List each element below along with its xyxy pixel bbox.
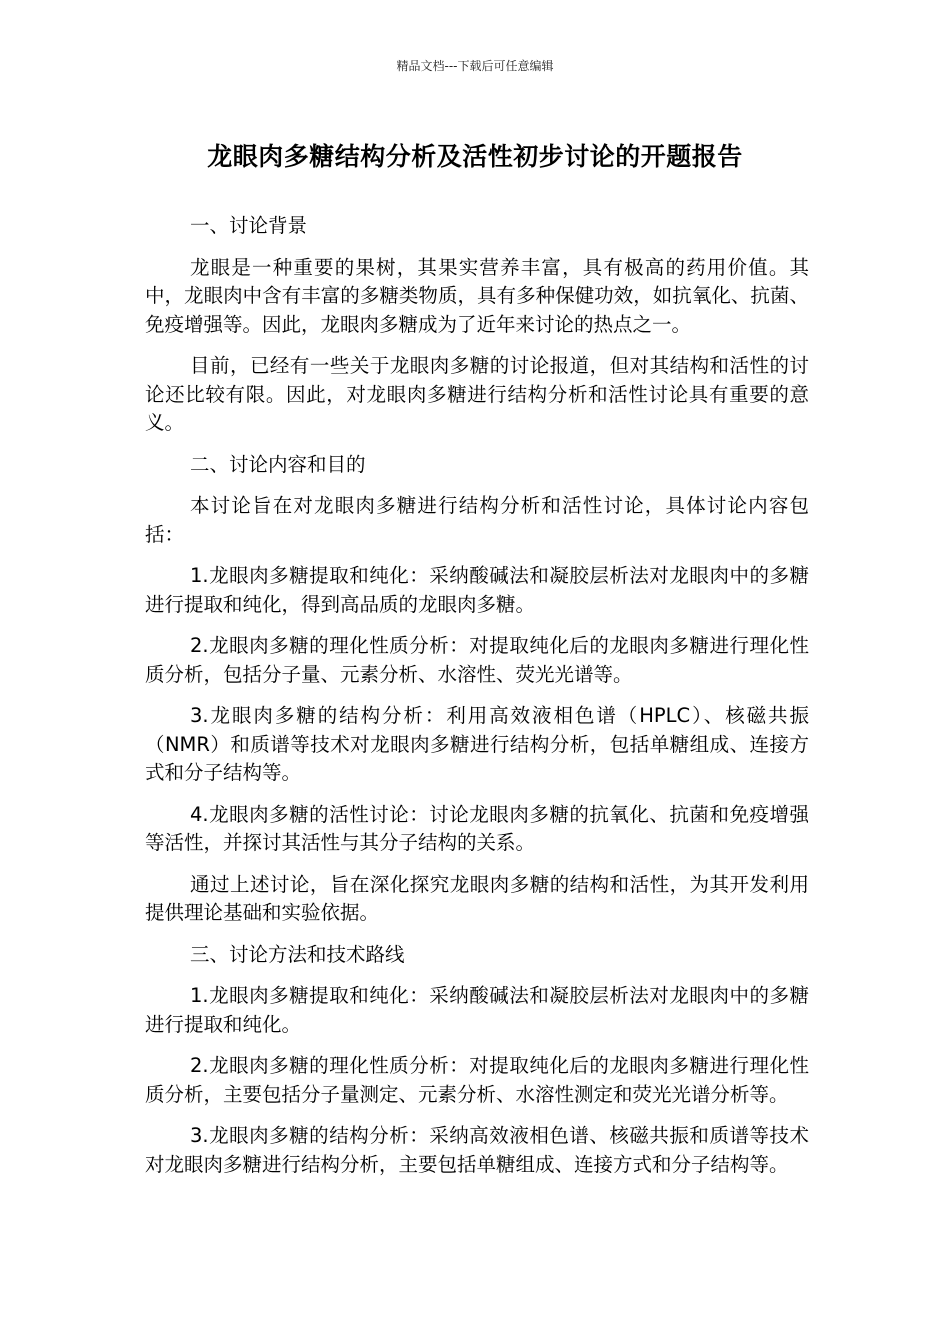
paragraph-background-2: 目前，已经有一些关于龙眼肉多糖的讨论报道，但对其结构和活性的讨论还比较有限。因此，对龙眼肉多糖进行结构分析和活性讨论具有重要的意义。 [145,354,809,434]
document-title: 龙眼肉多糖结构分析及活性初步讨论的开题报告 [207,142,743,171]
list-item-content-3: 3.龙眼肉多糖的结构分析：利用高效液相色谱（HPLC）、核磁共振（NMR）和质谱等技术对龙眼肉多糖进行结构分析，包括单糖组成、连接方式和分子结构等。 [145,704,809,784]
paragraph-content-summary: 通过上述讨论，旨在深化探究龙眼肉多糖的结构和活性，为其开发利用提供理论基础和实验依据。 [145,872,809,924]
list-item-methods-1: 1.龙眼肉多糖提取和纯化：采纳酸碱法和凝胶层析法对龙眼肉中的多糖进行提取和纯化。 [145,984,809,1036]
section-heading-background: 一、讨论背景 [190,214,308,237]
document-body [145,212,809,1192]
list-item-content-2: 2.龙眼肉多糖的理化性质分析：对提取纯化后的龙眼肉多糖进行理化性质分析，包括分子量、元素分析、水溶性、荧光光谱等。 [145,634,809,686]
list-item-content-1: 1.龙眼肉多糖提取和纯化：采纳酸碱法和凝胶层析法对龙眼肉中的多糖进行提取和纯化，得到高品质的龙眼肉多糖。 [145,564,809,616]
list-item-methods-2: 2.龙眼肉多糖的理化性质分析：对提取纯化后的龙眼肉多糖进行理化性质分析，主要包括分子量测定、元素分析、水溶性测定和荧光光谱分析等。 [145,1054,809,1106]
list-item-methods-3: 3.龙眼肉多糖的结构分析：采纳高效液相色谱、核磁共振和质谱等技术对龙眼肉多糖进行结构分析，主要包括单糖组成、连接方式和分子结构等。 [145,1124,809,1176]
section-heading-methods: 三、讨论方法和技术路线 [190,942,405,966]
header-note: 精品文档---下载后可任意编辑 [396,59,554,73]
list-item-content-4: 4.龙眼肉多糖的活性讨论：讨论龙眼肉多糖的抗氧化、抗菌和免疫增强等活性，并探讨其活性与其分子结构的关系。 [145,802,809,854]
paragraph-content-intro: 本讨论旨在对龙眼肉多糖进行结构分析和活性讨论，具体讨论内容包括： [145,494,809,546]
section-heading-content: 二、讨论内容和目的 [190,452,366,476]
paragraph-background-1: 龙眼是一种重要的果树，其果实营养丰富，具有极高的药用价值。其中，龙眼肉中含有丰富的多糖类物质，具有多种保健功效，如抗氧化、抗菌、免疫增强等。因此，龙眼肉多糖成为了近年来讨论的热点之一。 [145,255,809,336]
